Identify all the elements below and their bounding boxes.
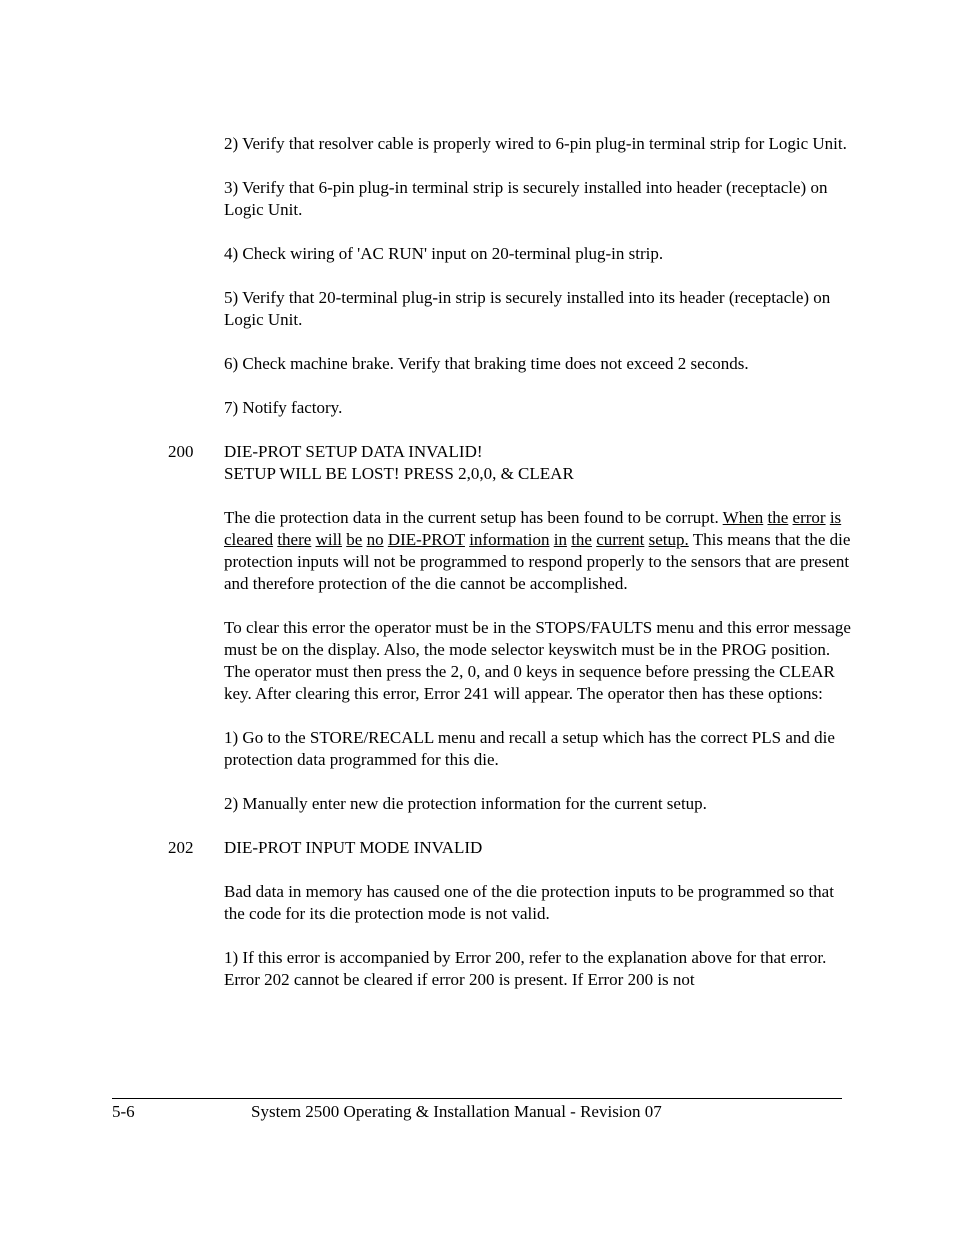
error-200-desc-end: This means that the die protection inputs will not be programmed to respond properly to the sensors that are present and therefore protection of the die cannot be accomplished. — [224, 530, 851, 593]
step-3: 3) Verify that 6-pin plug-in terminal strip is securely installed into header (receptacle) on Logic Unit. — [224, 178, 828, 219]
footer-title: System 2500 Operating & Installation Manual - Revision 07 — [251, 1102, 662, 1121]
underlined-word: the — [767, 508, 789, 527]
underlined-word: When — [722, 508, 764, 527]
error-code-200: 200 — [168, 442, 194, 461]
underlined-word: there — [277, 530, 312, 549]
underlined-word: cleared — [224, 530, 274, 549]
footer-divider — [112, 1098, 842, 1099]
error-200-clear-instructions: To clear this error the operator must be in the STOPS/FAULTS menu and this error message must be on the display. Also, the mode selector keyswitch must be in the PROG position. The operator must then press the 2, 0, and 0 keys in sequence before pressing the CLEAR key. After clearing this error, Error 241 will appear. The operator then has these options: — [224, 618, 851, 703]
page-number: 5-6 — [112, 1102, 135, 1121]
underlined-word: DIE-PROT — [387, 530, 465, 549]
error-202-description: Bad data in memory has caused one of the die protection inputs to be programmed so that the code for its die protection mode is not valid. — [224, 882, 834, 923]
error-200-option-2: 2) Manually enter new die protection information for the current setup. — [224, 794, 707, 813]
underlined-word: is — [829, 508, 842, 527]
error-202-heading — [168, 837, 854, 859]
error-code-202: 202 — [168, 838, 194, 857]
error-200-title-line1: DIE-PROT SETUP DATA INVALID! — [224, 442, 483, 461]
error-200-heading — [168, 441, 854, 485]
error-202-title: DIE-PROT INPUT MODE INVALID — [224, 838, 483, 857]
step-7: 7) Notify factory. — [224, 398, 343, 417]
error-200-desc-start: The die protection data in the current setup has been found to be corrupt. — [224, 508, 723, 527]
underlined-word: in — [553, 530, 567, 549]
underlined-word: the — [571, 530, 592, 549]
underlined-word: information — [469, 530, 550, 549]
error-200-option-1: 1) Go to the STORE/RECALL menu and recall a setup which has the correct PLS and die protection data programmed for this die. — [224, 728, 835, 769]
error-202-step-1: 1) If this error is accompanied by Error 200, refer to the explanation above for that error. Error 202 cannot be cleared if error 200 is present. If Error 200 is not — [224, 948, 827, 989]
error-200-title-line2: SETUP WILL BE LOST! PRESS 2,0,0, & CLEAR — [224, 464, 574, 483]
step-2: 2) Verify that resolver cable is properly wired to 6-pin plug-in terminal strip for Logic Unit. — [224, 134, 847, 153]
underlined-word: setup. — [648, 530, 689, 549]
error-200-description — [224, 507, 854, 595]
underlined-word: error — [792, 508, 826, 527]
underlined-word: no — [366, 530, 384, 549]
step-6: 6) Check machine brake. Verify that braking time does not exceed 2 seconds. — [224, 354, 749, 373]
page-body — [168, 133, 854, 1013]
underlined-word: be — [346, 530, 363, 549]
step-5: 5) Verify that 20-terminal plug-in strip is securely installed into its header (receptacle) on Logic Unit. — [224, 288, 831, 329]
step-4: 4) Check wiring of 'AC RUN' input on 20-terminal plug-in strip. — [224, 244, 664, 263]
underlined-word: current — [596, 530, 645, 549]
underlined-word: will — [315, 530, 343, 549]
